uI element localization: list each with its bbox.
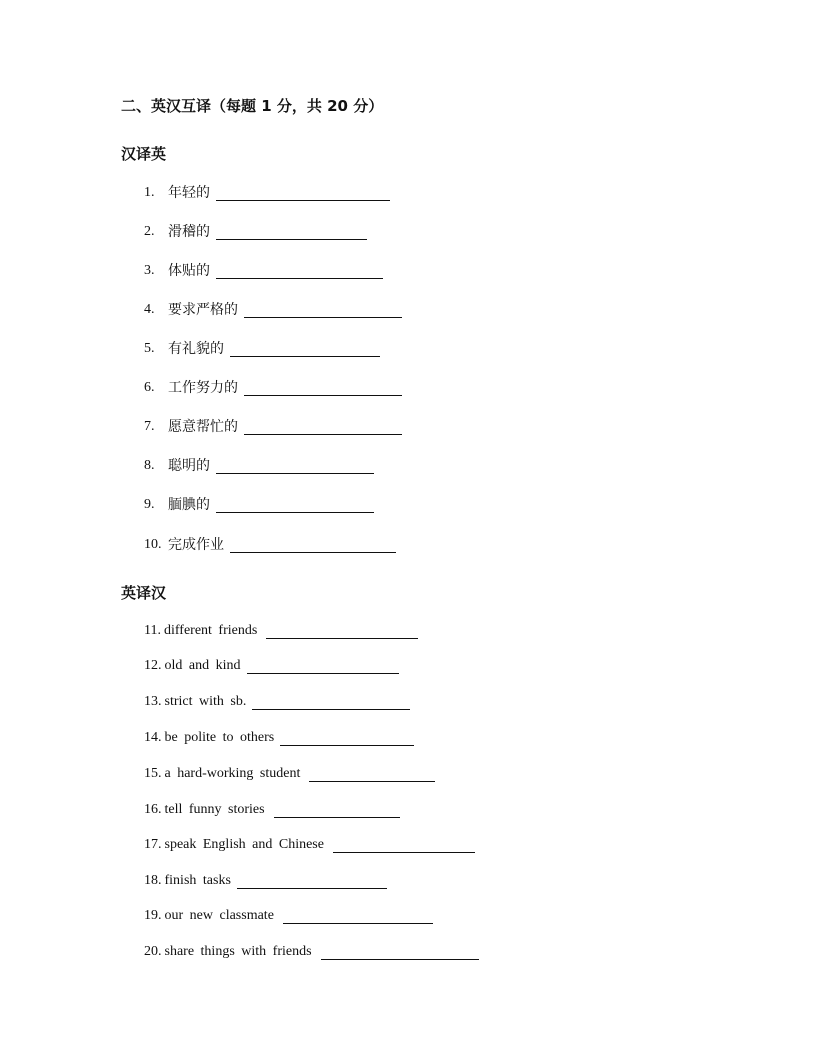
question-text: 年轻的 xyxy=(168,185,210,201)
answer-blank[interactable] xyxy=(283,907,433,924)
question-text: 滑稽的 xyxy=(168,224,210,240)
question-item xyxy=(144,763,435,785)
question-item xyxy=(144,655,399,677)
answer-blank[interactable] xyxy=(309,765,435,782)
question-number: 2. xyxy=(144,224,155,239)
question-item xyxy=(144,338,380,360)
question-item xyxy=(144,182,390,204)
answer-blank[interactable] xyxy=(216,223,367,240)
question-text: a hard-working student xyxy=(164,766,301,781)
answer-blank[interactable] xyxy=(321,943,479,960)
question-number: 5. xyxy=(144,341,155,356)
question-text: 要求严格的 xyxy=(168,302,238,318)
question-text: tell funny stories xyxy=(164,802,265,817)
question-item xyxy=(144,221,367,243)
question-text: 愿意帮忙的 xyxy=(168,419,238,435)
question-text: 有礼貌的 xyxy=(168,341,224,357)
question-item xyxy=(144,691,410,713)
question-number: 14. xyxy=(144,730,162,745)
question-text: 腼腆的 xyxy=(168,497,210,513)
question-item xyxy=(144,799,400,821)
answer-blank[interactable] xyxy=(274,801,400,818)
question-text: 体贴的 xyxy=(168,263,210,279)
question-number: 3. xyxy=(144,263,155,278)
question-item xyxy=(144,260,383,282)
question-item xyxy=(144,727,414,749)
question-number: 13. xyxy=(144,694,162,709)
answer-blank[interactable] xyxy=(266,622,418,639)
question-number: 15. xyxy=(144,766,162,781)
question-text: different friends xyxy=(163,623,258,638)
question-number: 10. xyxy=(144,537,162,552)
question-number: 1. xyxy=(144,185,155,200)
question-number: 17. xyxy=(144,837,162,852)
answer-blank[interactable] xyxy=(230,536,396,553)
question-number: 4. xyxy=(144,302,155,317)
question-text: old and kind xyxy=(164,658,241,673)
question-item xyxy=(144,941,479,963)
question-item xyxy=(144,416,402,438)
answer-blank[interactable] xyxy=(252,693,410,710)
question-number: 18. xyxy=(144,873,162,888)
answer-blank[interactable] xyxy=(237,872,387,889)
question-item xyxy=(144,455,374,477)
question-item xyxy=(144,299,402,321)
question-number: 12. xyxy=(144,658,162,673)
answer-blank[interactable] xyxy=(216,496,374,513)
question-number: 20. xyxy=(144,944,162,959)
answer-blank[interactable] xyxy=(244,379,402,396)
en-to-zh-heading: 英译汉 xyxy=(121,584,167,602)
question-number: 16. xyxy=(144,802,162,817)
answer-blank[interactable] xyxy=(230,340,380,357)
zh-to-en-heading: 汉译英 xyxy=(121,145,167,163)
question-text: share things with friends xyxy=(164,944,312,959)
question-number: 9. xyxy=(144,497,155,512)
question-item xyxy=(144,905,433,927)
question-text: speak English and Chinese xyxy=(164,837,324,852)
question-item xyxy=(144,870,387,892)
question-text: 工作努力的 xyxy=(168,380,238,396)
answer-blank[interactable] xyxy=(216,184,390,201)
answer-blank[interactable] xyxy=(244,301,402,318)
question-item xyxy=(144,620,418,642)
question-number: 6. xyxy=(144,380,155,395)
question-text: 完成作业 xyxy=(168,537,224,553)
answer-blank[interactable] xyxy=(216,457,374,474)
answer-blank[interactable] xyxy=(244,418,402,435)
question-number: 8. xyxy=(144,458,155,473)
question-item xyxy=(144,377,402,399)
question-number: 19. xyxy=(144,908,162,923)
question-number: 7. xyxy=(144,419,155,434)
question-text: our new classmate xyxy=(164,908,274,923)
question-text: be polite to others xyxy=(164,730,275,745)
section-title: 二、英汉互译（每题 1 分，共 20 分） xyxy=(121,97,384,115)
question-item xyxy=(144,834,475,856)
answer-blank[interactable] xyxy=(333,836,475,853)
answer-blank[interactable] xyxy=(280,729,414,746)
question-text: finish tasks xyxy=(164,873,231,888)
question-item xyxy=(144,494,374,516)
question-text: strict with sb. xyxy=(164,694,247,709)
answer-blank[interactable] xyxy=(216,262,383,279)
question-number: 11. xyxy=(144,623,161,638)
question-text: 聪明的 xyxy=(168,458,210,474)
question-item xyxy=(144,534,396,556)
answer-blank[interactable] xyxy=(247,657,399,674)
